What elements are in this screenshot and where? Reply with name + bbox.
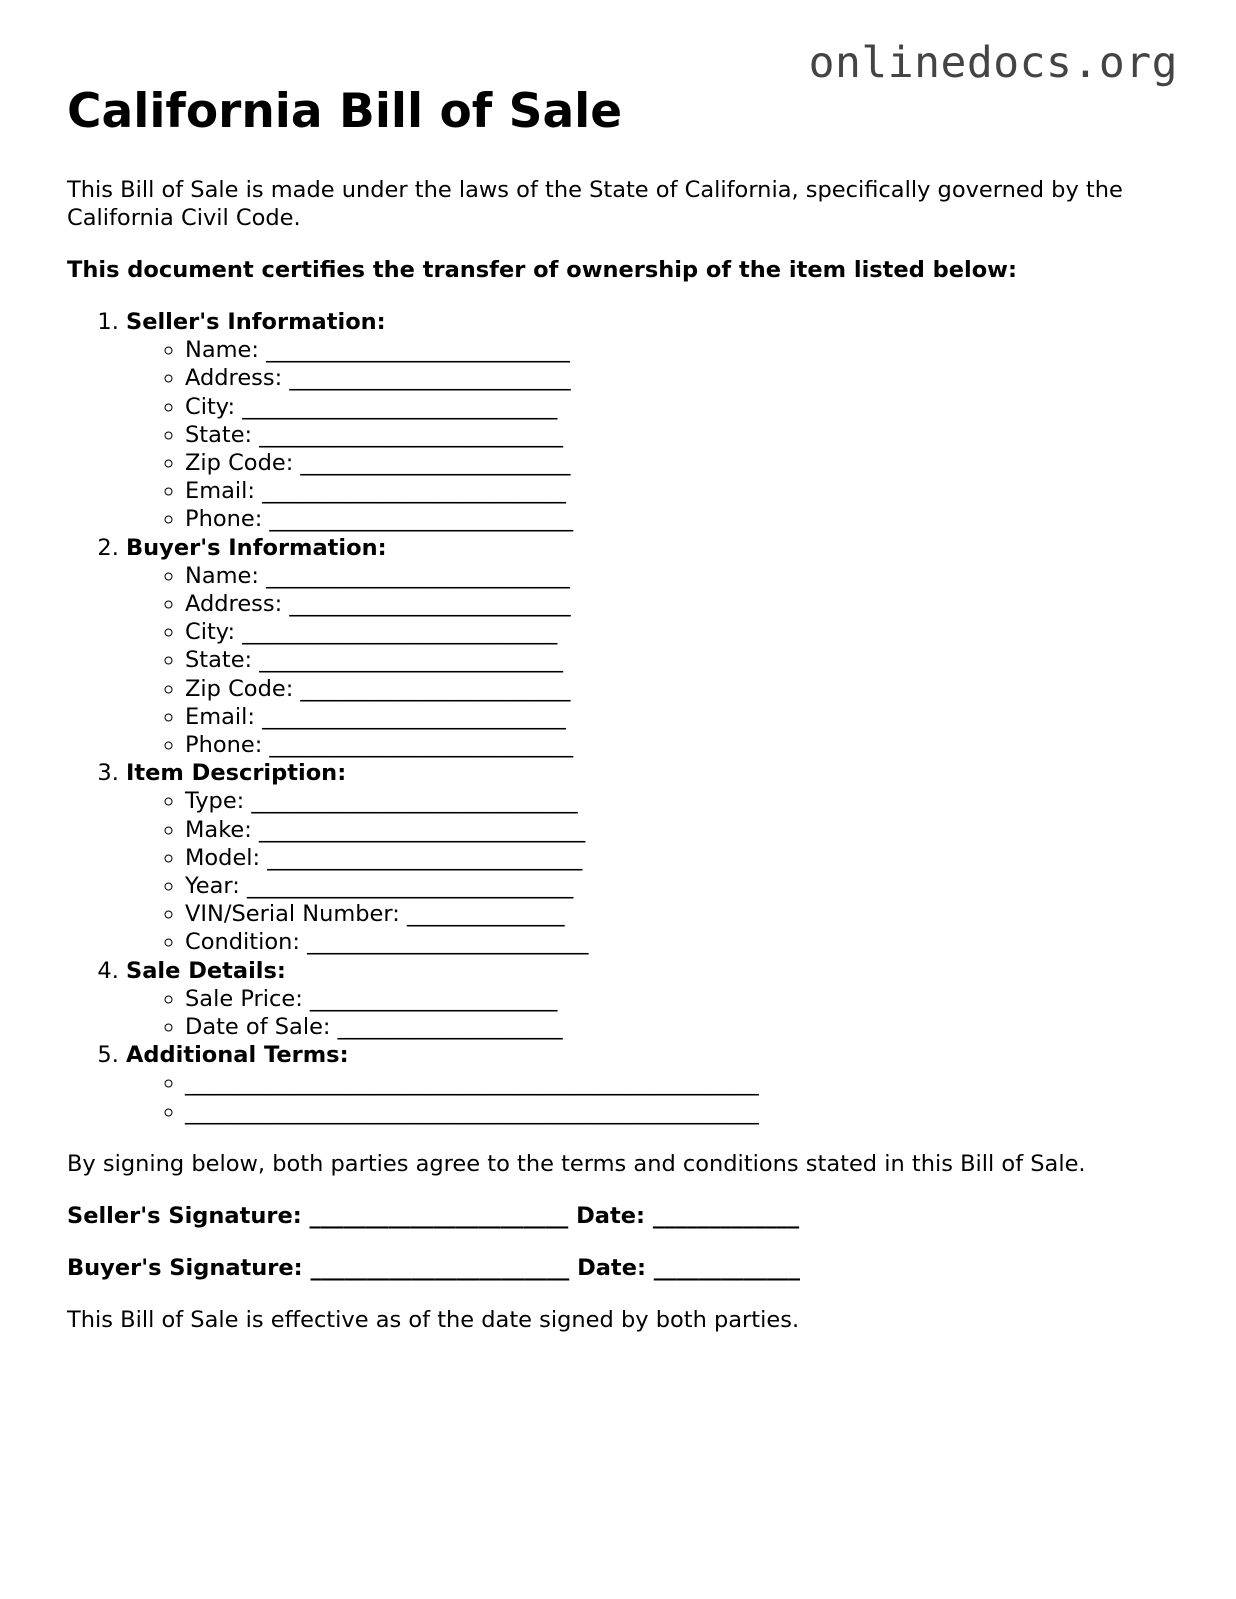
section-buyer-info bbox=[126, 534, 1177, 760]
item-type-field: ◦ Type: _____________________________ bbox=[185, 787, 1177, 815]
item-fields bbox=[126, 787, 1177, 956]
section-title: Additional Terms: bbox=[126, 1042, 349, 1069]
section-additional-terms bbox=[126, 1041, 1177, 1126]
seller-address-field: ◦ Address: _________________________ bbox=[185, 364, 1177, 392]
agreement-statement: By signing below, both parties agree to the terms and conditions stated in this Bill of Sale. bbox=[67, 1150, 1086, 1177]
section-item-description bbox=[126, 759, 1177, 956]
buyer-phone-field: ◦ Phone: ___________________________ bbox=[185, 731, 1177, 759]
section-seller-info bbox=[126, 308, 1177, 534]
buyer-email-field: ◦ Email: ___________________________ bbox=[185, 703, 1177, 731]
section-title: Buyer's Information: bbox=[126, 534, 387, 561]
document-title: California Bill of Sale bbox=[67, 84, 623, 139]
seller-email-field: ◦ Email: ___________________________ bbox=[185, 477, 1177, 505]
seller-zip-field: ◦ Zip Code: ________________________ bbox=[185, 449, 1177, 477]
item-model-field: ◦ Model: ____________________________ bbox=[185, 844, 1177, 872]
item-vin-field: ◦ VIN/Serial Number: ______________ bbox=[185, 900, 1177, 928]
item-condition-field: ◦ Condition: _________________________ bbox=[185, 928, 1177, 956]
effective-statement: This Bill of Sale is effective as of the date signed by both parties. bbox=[67, 1306, 800, 1333]
seller-city-field: ◦ City: ____________________________ bbox=[185, 393, 1177, 421]
watermark-logo: onlinedocs.org bbox=[808, 38, 1178, 88]
intro-paragraph: This Bill of Sale is made under the laws of the State of California, specifically governed by the California Civil Code. bbox=[67, 177, 1123, 231]
buyer-address-field: ◦ Address: _________________________ bbox=[185, 590, 1177, 618]
section-title: Sale Details: bbox=[126, 957, 286, 984]
sections-list bbox=[67, 308, 1177, 1126]
buyer-city-field: ◦ City: ____________________________ bbox=[185, 618, 1177, 646]
sale-date-field: ◦ Date of Sale: ____________________ bbox=[185, 1013, 1177, 1041]
section-title: Seller's Information: bbox=[126, 309, 386, 335]
buyer-name-field: ◦ Name: ___________________________ bbox=[185, 562, 1177, 590]
seller-signature-line: Seller's Signature: _______________________ Date: _____________ bbox=[67, 1202, 800, 1229]
sale-fields bbox=[126, 985, 1177, 1041]
seller-state-field: ◦ State: ___________________________ bbox=[185, 421, 1177, 449]
buyer-fields bbox=[126, 562, 1177, 759]
terms-line: ◦ ___________________________________________________ bbox=[185, 1069, 1177, 1097]
seller-phone-field: ◦ Phone: ___________________________ bbox=[185, 505, 1177, 533]
section-sale-details bbox=[126, 957, 1177, 1042]
buyer-state-field: ◦ State: ___________________________ bbox=[185, 646, 1177, 674]
sale-price-field: ◦ Sale Price: ______________________ bbox=[185, 985, 1177, 1013]
section-title: Item Description: bbox=[126, 760, 347, 787]
buyer-zip-field: ◦ Zip Code: ________________________ bbox=[185, 675, 1177, 703]
document-body bbox=[67, 176, 1177, 1334]
buyer-signature-line: Buyer's Signature: _______________________ Date: _____________ bbox=[67, 1254, 801, 1281]
terms-line: ◦ ___________________________________________________ bbox=[185, 1098, 1177, 1126]
terms-fields bbox=[126, 1069, 1177, 1125]
certification-statement: This document certifies the transfer of ownership of the item listed below: bbox=[67, 257, 1017, 283]
seller-fields bbox=[126, 336, 1177, 533]
seller-name-field: ◦ Name: ___________________________ bbox=[185, 336, 1177, 364]
item-make-field: ◦ Make: _____________________________ bbox=[185, 816, 1177, 844]
item-year-field: ◦ Year: _____________________________ bbox=[185, 872, 1177, 900]
